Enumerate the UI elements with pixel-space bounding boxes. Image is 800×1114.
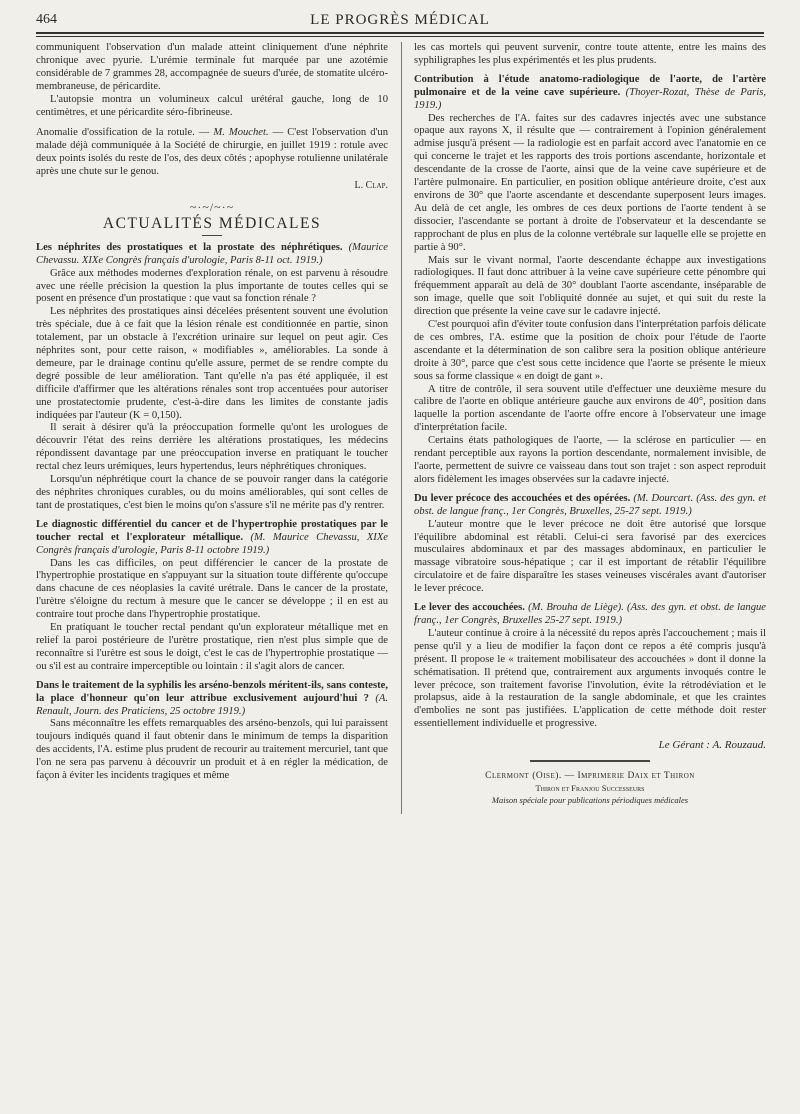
signature: L. Clap.: [354, 180, 388, 192]
header-rule: [36, 32, 764, 34]
article-heading: [36, 242, 388, 268]
article-heading: [36, 680, 388, 719]
paragraph: les cas mortels qui peuvent survenir, contre toute attente, entre les mains des syphiligraphes les plus expérimentés et les plus prudents.: [414, 42, 766, 66]
paragraph: En pratiquant le toucher rectal pendant qu'un explorateur métallique met en relief la paroi postérieure de l'urètre prostatique, rien n'est plus simple que de reconnaître si l'urètre est sous le doigt, c'est le cas de l'hypertrophie prostatique — ou s'il est au contraire imperceptible ou lointain : il s'agit alors de cancer.: [36, 622, 388, 672]
article-title: Contribution à l'étude anatomo-radiologique de l'aorte, de l'artère pulmonaire et de la veine cave supérieure.: [414, 73, 766, 98]
paragraph: Certains états pathologiques de l'aorte, — la sclérose en particulier — en rendant perceptible aux rayons la portion descendante, normalement invisible, de l'aorte, permettent de suivre ce vaisseau dans tout son trajet : son aspect reproduit alors fidèlement les images observées sur la cadavre injecté.: [414, 435, 766, 485]
article-title: Du lever précoce des accouchées et des opérées.: [414, 492, 631, 504]
paragraph: A titre de contrôle, il sera souvent utile d'effectuer une deuxième mesure du calibre de l'aorte en oblique antérieure gauche aux environs de 40°, position dans laquelle la portion ascendante de l'aorte offre encore à l'observateur une image d'interprétation facile.: [414, 383, 766, 434]
header-rule-thin: [36, 36, 764, 37]
article-heading: [414, 74, 766, 113]
paragraph: Il serait à désirer qu'à la préoccupation formelle qu'ont les urologues de découvrir l'état des reins derrière les altérations prostatiques, les médecins répondissent davantage par une préoccupation inverse en pratiquant le toucher rectal chez leurs urémiques, leurs hypertendus, leurs néphrétiques chroniques.: [36, 422, 388, 473]
imprint-line: Thiron et Franjou Successeurs: [535, 783, 645, 794]
note-author: M. Mouchet.: [213, 127, 269, 139]
imprint-rule: [530, 760, 650, 762]
paragraph: L'auteur continue à croire à la nécessité du repos après l'accouchement ; mais il pense qu'il y a lieu de modifier la façon dont ce repos a été compris jusqu'à présent. Il propose le « traitement mobilisateur des accouchées » dont il donne la schématisation. Il prétend que, contrairement aux arguments invoqués contre le lever précoce, son traitement favorise l'involution, évite la rétrodéviation et le prolapsus, aide à la restauration de la sangle abdominale, et que les craintes d'embolies ne sont pas justifiées. L'application de cette méthode doit rester essentiellement individuelle et progressive.: [414, 627, 766, 730]
gerant-signature: Le Gérant : A. Rouzaud.: [658, 739, 766, 752]
paragraph: C'est pourquoi afin d'éviter toute confusion dans l'interprétation parfois délicate de ces ombres, l'A. estime que la position de choix pour l'étude de l'aorte ascendante et la détermination de son calibre sera la position oblique antérieure droite à 30°, parce que c'est sous cette incidence que l'aorte se présente le mieux sous sa forme classique « en doigt de gant ».: [414, 319, 766, 382]
article-heading: [414, 602, 766, 628]
paragraph: Sans méconnaître les effets remarquables des arséno-benzols, qui lui paraissent toujours indiqués quand il faut obtenir dans le minimum de temps la disparition des accidents, l'A. estime plus prudent de recourir au traitement mercuriel, tant que l'on ne sera pas parvenu à découvrir un produit et à en régler la médication, de façon à éviter les incidents tragiques et même: [36, 718, 388, 782]
right-column: [414, 42, 766, 806]
section-rule: [202, 235, 222, 236]
article-title: Dans le traitement de la syphilis les arséno-benzols méritent-ils, sans conteste, la place d'honneur qu'on leur attribue exclusivement aujourd'hui ?: [36, 679, 388, 704]
page-number: 464: [36, 12, 57, 27]
paragraph: Lorsqu'un néphrétique court la chance de se pouvoir ranger dans la catégorie des néphrites chroniques curables, ou du moins améliorables, qui sont celles de tant de prostatiques, c'est bien le moins qu'on s'assure s'il ne mérite pas d'y rentrer.: [36, 474, 388, 511]
paragraph: L'auteur montre que le lever précoce ne doit être autorisé que lorsque l'équilibre abdominal est rétabli. Celui-ci sera favorisé par des exercices musculaires abdominaux et par des massages abdominaux, en particulier le massage vibratoire sous-hépatique ; car il est important de rétablir l'équilibre circulatoire et de faire disparaître les stases veineuses viscérales avant d'autoriser le lever précoce.: [414, 518, 766, 595]
article-title: Le diagnostic différentiel du cancer et de l'hypertrophie prostatiques par le toucher rectal et l'explorateur métallique.: [36, 518, 388, 543]
article-reference: (M. Dourcart. (Ass. des gyn. et obst. de langue franç., 1er Congrès, Bruxelles, 25-27 sept. 1919.): [414, 492, 766, 517]
article-reference: (M. Maurice Chevassu, XIXe Congrès français d'urologie, Paris 8-11 octobre 1919.): [36, 531, 388, 556]
paragraph: Mais sur le vivant normal, l'aorte descendante échappe aux investigations radiologiques. Il faut donc attribuer à la veine cave supérieure cette pénombre qui fréquemment apparaît au delà de 30° doublant l'aorte ascendante, inséparable de son image, quelle que soit l'obliquité donnée au sujet, et qui suit du reste la direction que présente la veine cave sur le cadavre injecté.: [414, 254, 766, 318]
paragraph: communiquent l'observation d'un malade atteint cliniquement d'une néphrite chronique avec pyurie. L'urémie terminale fut marquée par une azotémie considérable de 7 grammes 28, accompagnée de sueurs d'urée, de stomatite ulcéro-membraneuse, de péricardite.: [36, 42, 388, 92]
imprint-line: Maison spéciale pour publications périodiques médicales: [491, 795, 689, 806]
article-heading: [414, 493, 766, 519]
note-anomalie: Anomalie d'ossification de la rotule. — M. Mouchet. — C'est l'observation d'un malade déjà communiquée à la Société de chirurgie, en juillet 1919 : rotule avec deux points isolés du reste de l'os, des deux côtés ; apophyse rotulienne unilatérale après une chute sur le genou.: [36, 127, 388, 178]
imprint-line: Clermont (Oise). — Imprimerie Daix et Thiron: [485, 771, 695, 782]
note-text: C'est l'observation d'un malade déjà communiquée à la Société de chirurgie, en juillet 1919 : rotule avec deux points isolés du reste de l'os, des deux côtés ; apophyse rotulienne unilatérale après une chute sur le genou.: [36, 127, 388, 178]
running-header: [36, 8, 764, 34]
ornament-divider: ~·~/~·~: [189, 199, 235, 214]
article-reference: (Maurice Chevassu. XIXe Congrès français d'urologie, Paris 8-11 oct. 1919.): [36, 241, 389, 266]
column-divider: [401, 42, 402, 814]
paragraph: L'autopsie montra un volumineux calcul urétéral gauche, long de 10 centimètres, et une péricardite séro-fibrineuse.: [36, 93, 388, 118]
article-reference: (M. Brouha de Liège). (Ass. des gyn. et obst. de langue franç., 1er Congrès, Bruxelles 25-27 sept. 1919.): [414, 602, 766, 626]
article-reference: (Thoyer-Rozat, Thèse de Paris, 1919.): [414, 86, 766, 111]
paragraph: Les néphrites des prostatiques ainsi décelées présentent souvent une évolution très spéciale, due à ce fait que la lésion rénale est conditionnée en partie, sinon totalement, par un obstacle à l'excrétion urinaire sur lequel on peut agir. Ces néphrites sont, pour cette raison, « modifiables », améliorables. La sonde à demeure, par le drainage continu qu'elle assure, permet de se rendre compte du degré possible de leur amélioration. Tant qu'elle n'a pas été appliquée, il est difficile d'affirmer que les altérations rénales sont trop accentuées pour autoriser une prostatectomie prudente, c'est-à-dire dans les limites de constante jadis indiquées par l'auteur (K = 0,150).: [36, 306, 388, 421]
section-title: ACTUALITÉS MÉDICALES: [102, 214, 322, 232]
article-title: Les néphrites des prostatiques et la prostate des néphrétiques.: [36, 241, 343, 253]
printer-imprint: [414, 770, 766, 806]
journal-title: LE PROGRÈS MÉDICAL: [310, 12, 490, 28]
left-column: [36, 42, 388, 783]
article-reference: (A. Renault, Journ. des Praticiens, 25 octobre 1919.): [36, 692, 388, 717]
paragraph: Dans les cas difficiles, on peut différencier le cancer de la prostate de l'hypertrophie prostatique en s'appuyant sur la situation toute différente qu'occupe dans chacune de ces néoplasies la cavité urétrale. Dans le cancer de la prostate, l'urètre s'éloigne du rectum à mesure que le cancer se développe ; il en est au contraire tout proche dans l'hypertrophie prostatique.: [36, 557, 388, 621]
paragraph: Grâce aux méthodes modernes d'exploration rénale, on est parvenu à résoudre avec une réelle précision la question la plus importante de toutes celles qui se posent en présence d'un prostatique : que vaut sa fonction rénale ?: [36, 267, 388, 305]
article-heading: [36, 519, 388, 558]
note-title: Anomalie d'ossification de la rotule.: [36, 127, 195, 139]
paragraph: Des recherches de l'A. faites sur des cadavres injectés avec une substance opaque aux rayons X, il résulte que — contrairement à l'opinion généralement admise jusqu'à présent — la radiologie est en parfait accord avec l'anatomie en ce qui concerne le trajet et les rapports des trois portions ascendante, horizontale et descendante de la crosse de l'aorte, ainsi que de la veine cave supérieure et de l'artère pulmonaire. En particulier, en position oblique antérieure droite, c'est aux environs de 30° que l'aorte ascendante et descendante superposent leurs images. Au delà de cet angle, les ombres de ces deux portions de l'aorte tendent à se dissocier, l'ascendante se portant à droite de l'observateur et la descendante se rapprochant de plus en plus de la colonne vertébrale sur laquelle elle se projette en partie à 90°.: [414, 112, 766, 253]
article-title: Le lever des accouchées.: [414, 602, 525, 614]
